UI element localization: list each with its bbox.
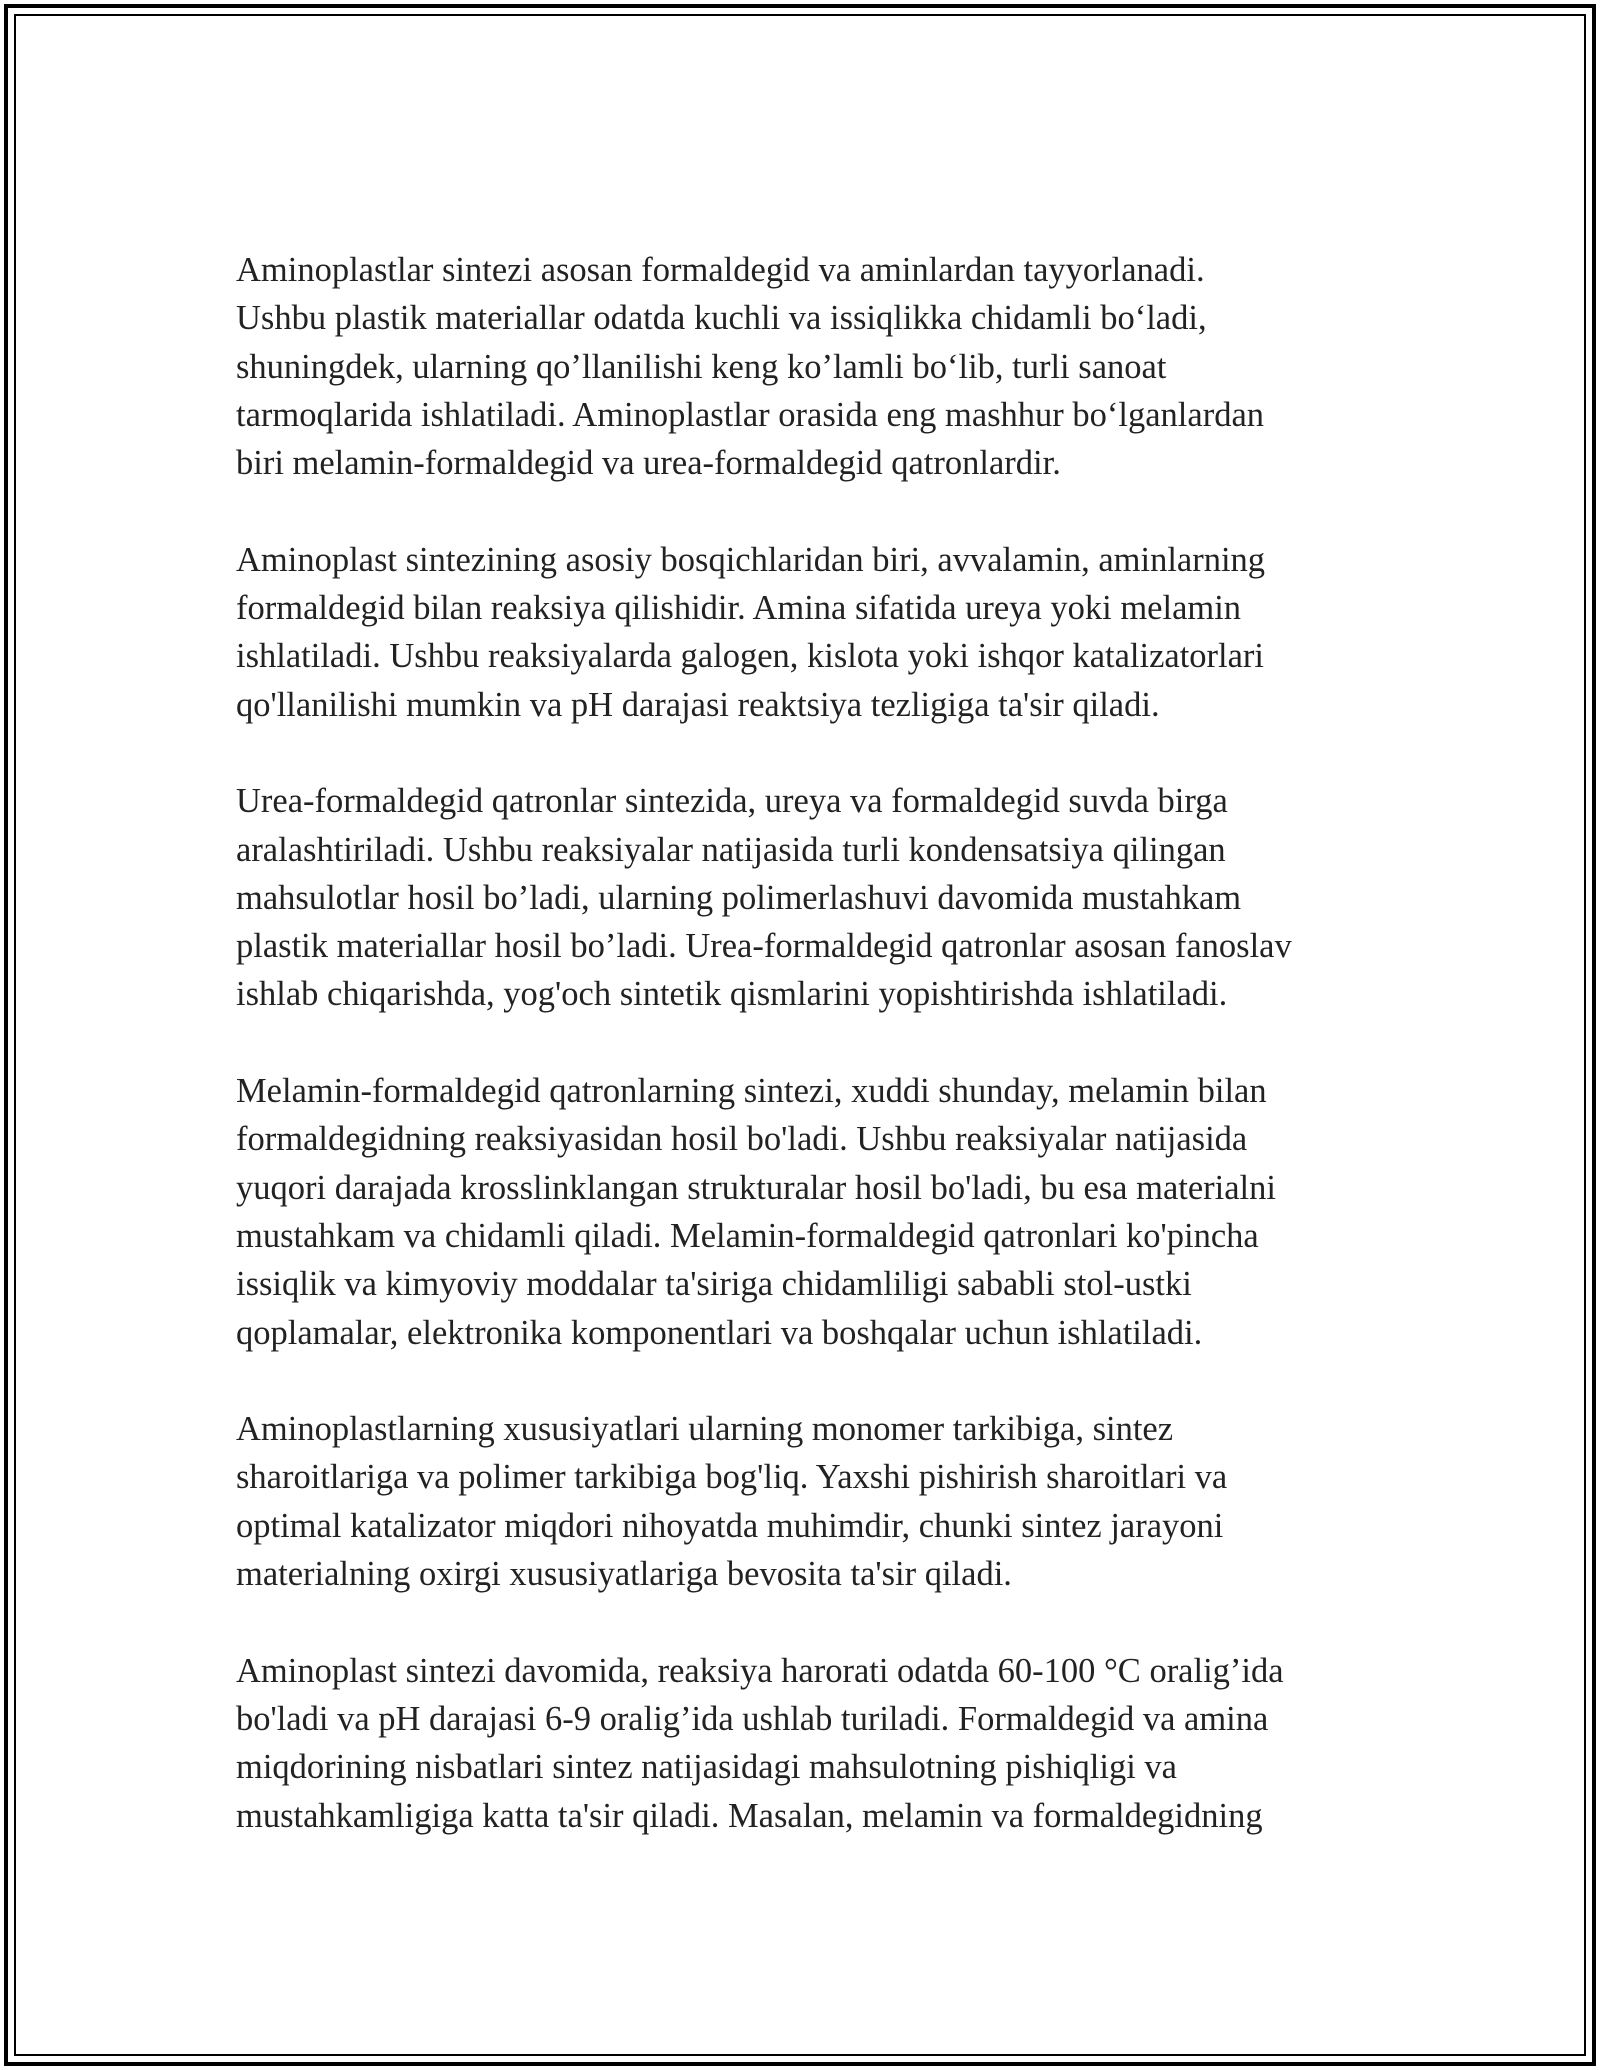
text-line: Aminoplastlar sintezi asosan formaldegid va aminlardan tayyorlanadi. [236, 251, 1205, 289]
text-line: aralashtiriladi. Ushbu reaksiyalar natijasida turli kondensatsiya qilingan [236, 830, 1226, 869]
text-line: Urea-formaldegid qatronlar sintezida, ureya va formaldegid suvda birga [236, 782, 1228, 821]
text-line: issiqlik va kimyoviy moddalar ta'siriga chidamliligi sababli stol-ustki [236, 1265, 1192, 1304]
paragraph-3 [236, 777, 1376, 1018]
text-line: formaldegid bilan reaksiya qilishidir. Amina sifatida ureya yoki melamin [236, 589, 1242, 628]
text-line: mustahkamligiga katta ta'sir qiladi. Masalan, melamin va formaldegidning [236, 1796, 1263, 1835]
text-line: plastik materiallar hosil bo’ladi. Urea-formaldegid qatronlar asosan fanoslav [236, 927, 1292, 966]
text-line: sharoitlariga va polimer tarkibiga bog'liq. Yaxshi pishirish sharoitlari va [236, 1458, 1228, 1497]
text-line: Melamin-formaldegid qatronlarning sintezi, xuddi shunday, melamin bilan [236, 1072, 1267, 1111]
paragraph-6 [236, 1647, 1376, 1840]
text-line: Aminoplastlarning xususiyatlari ularning monomer tarkibiga, sintez [236, 1410, 1174, 1449]
text-line: qo'llanilishi mumkin va pH darajasi reaktsiya tezligiga ta'sir qiladi. [236, 685, 1160, 724]
text-line: materialning oxirgi xususiyatlariga bevosita ta'sir qiladi. [236, 1555, 1012, 1594]
paragraph-5 [236, 1405, 1376, 1598]
text-line: tarmoqlarida ishlatiladi. Aminoplastlar orasida eng mashhur bo‘lganlardan [236, 395, 1265, 434]
text-line: yuqori darajada krosslinklangan strukturalar hosil bo'ladi, bu esa materialni [236, 1168, 1276, 1207]
text-line: Aminoplast sintezi davomida, reaksiya harorati odatda 60-100 °C oralig’ida [236, 1651, 1284, 1690]
document-body [236, 246, 1376, 1888]
text-line: ishlab chiqarishda, yog'och sintetik qismlarini yopishtirishda ishlatiladi. [236, 975, 1228, 1014]
text-line: mahsulotlar hosil bo’ladi, ularning polimerlashuvi davomida mustahkam [236, 878, 1242, 917]
paragraph-2 [236, 536, 1376, 729]
text-line: formaldegidning reaksiyasidan hosil bo'ladi. Ushbu reaksiyalar natijasida [236, 1120, 1248, 1159]
paragraph-1 [236, 246, 1376, 487]
text-line: Aminoplast sintezining asosiy bosqichlaridan biri, avvalamin, aminlarning [236, 540, 1266, 579]
text-line: optimal katalizator miqdori nihoyatda muhimdir, chunki sintez jarayoni [236, 1506, 1224, 1545]
text-line: shuningdek, ularning qo’llanilishi keng ko’lamli bo‘lib, turli sanoat [236, 347, 1167, 386]
text-line: miqdorining nisbatlari sintez natijasidagi mahsulotning pishiqligi va [236, 1748, 1177, 1787]
text-line: ishlatiladi. Ushbu reaksiyalarda galogen, kislota yoki ishqor katalizatorlari [236, 637, 1265, 676]
text-line: Ushbu plastik materiallar odatda kuchli va issiqlikka chidamli bo‘ladi, [236, 299, 1207, 338]
text-line: biri melamin-formaldegid va urea-formaldegid qatronlardir. [236, 444, 1061, 483]
text-line: mustahkam va chidamli qiladi. Melamin-formaldegid qatronlari ko'pincha [236, 1216, 1259, 1255]
text-line: bo'ladi va pH darajasi 6-9 oralig’ida ushlab turiladi. Formaldegid va amina [236, 1699, 1269, 1738]
text-line: qoplamalar, elektronika komponentlari va boshqalar uchun ishlatiladi. [236, 1313, 1203, 1352]
paragraph-4 [236, 1067, 1376, 1357]
